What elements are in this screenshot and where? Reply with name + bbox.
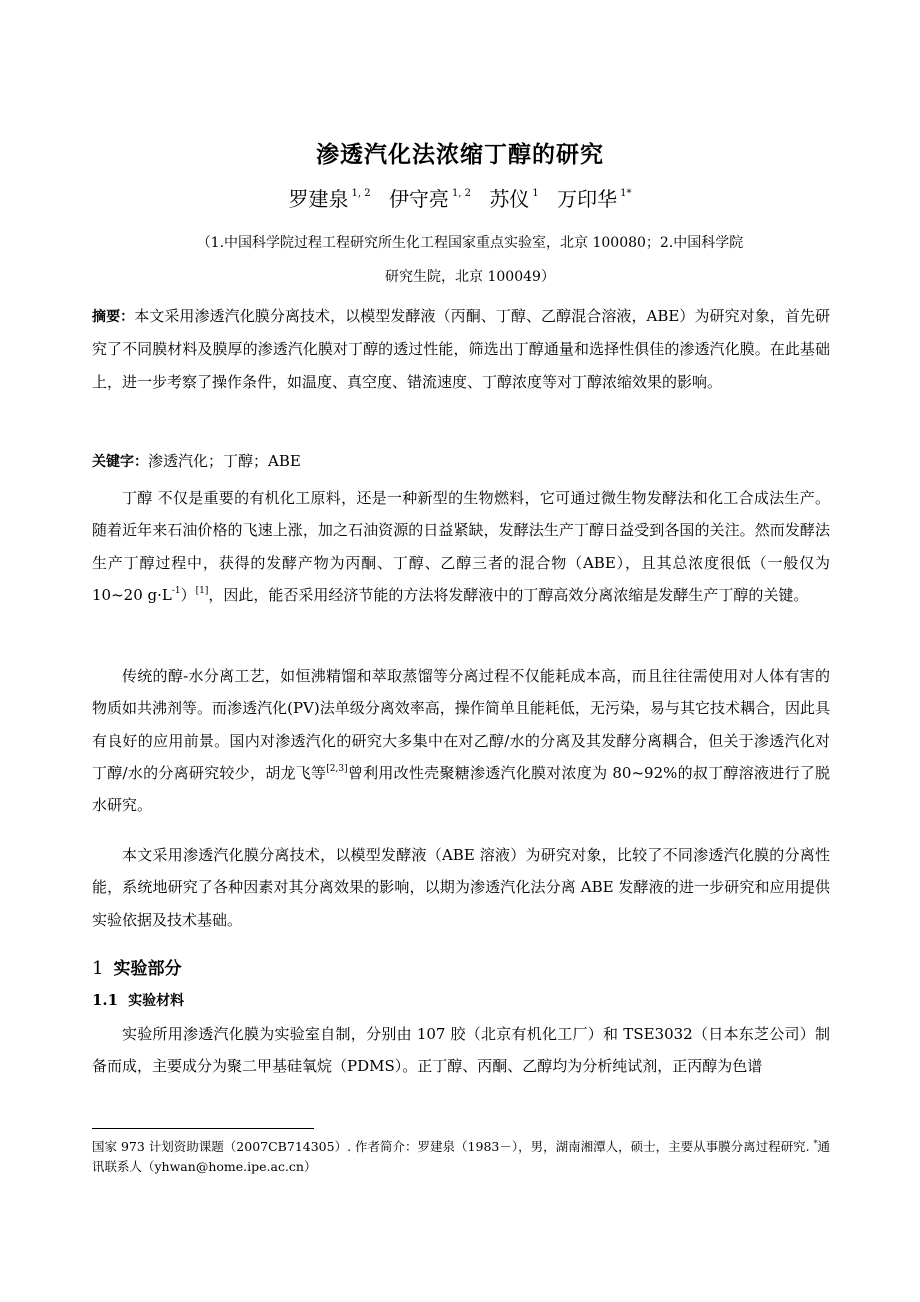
- citation-ref: [1]: [195, 585, 209, 596]
- author-list: [0, 183, 920, 212]
- body-paragraph-4: 实验所用渗透汽化膜为实验室自制，分别由 107 胶（北京有机化工厂）和 TSE3032（日本东芝公司）制备而成，主要成分为聚二甲基硅氧烷（PDMS）。正丁醇、丙酮、乙醇均为分析纯试剂，正丙醇为色谱: [92, 1025, 830, 1076]
- author: 苏仪 $^1$: [489, 187, 539, 211]
- body-paragraph-2: 传统的醇-水分离工艺，如恒沸精馏和萃取蒸馏等分离过程不仅能耗成本高，而且往往需使用对人体有害的物质如共沸剂等。而渗透汽化(PV)法单级分离效率高，操作简单且能耗低，无污染，易与其它技术耦合，因此具有良好的应用前景。国内对渗透汽化的研究大多集中在对乙醇/水的分离及其发酵分离耦合，但关于渗透汽化对丁醇/水的分离研究较少，胡龙飞等[2,3]曾利用改性壳聚糖渗透汽化膜对浓度为 80~92%的叔丁醇溶液进行了脱水研究。: [92, 667, 830, 815]
- abstract-text: 本文采用渗透汽化膜分离技术，以模型发酵液（丙酮、丁醇、乙醇混合溶液，ABE）为研究对象，首先研究了不同膜材料及膜厚的渗透汽化膜对丁醇的透过性能，筛选出丁醇通量和选择性俱佳的渗透汽化膜。在此基础上，进一步考察了操作条件，如温度、真空度、错流速度、丁醇浓度等对丁醇浓缩效果的影响。: [92, 307, 831, 391]
- body-paragraph-3: 本文采用渗透汽化膜分离技术，以模型发酵液（ABE 溶液）为研究对象，比较了不同渗透汽化膜的分离性能，系统地研究了各种因素对其分离效果的影响，以期为渗透汽化法分离 ABE 发酵液的进一步研究和应用提供实验依据及技术基础。: [92, 846, 830, 929]
- footnote-divider: [92, 1128, 314, 1129]
- abstract: [92, 300, 830, 398]
- abstract-label: 摘要：: [92, 309, 135, 325]
- body-paragraph-1: 丁醇 不仅是重要的有机化工原料，还是一种新型的生物燃料，它可通过微生物发酵法和化工合成法生产。随着近年来石油价格的飞速上涨，加之石油资源的日益紧缺，发酵法生产丁醇日益受到各国的关注。然而发酵法生产丁醇过程中，获得的发酵产物为丙酮、丁醇、乙醇三者的混合物（ABE），且其总浓度很低（一般仅为 10~20 $g\cdot L^{-1})[1]$，因此，能否采用经济节能的方法将发酵液中的丁醇高效分离浓缩是发酵生产丁醇的关键。: [92, 489, 830, 604]
- affiliation-line-1: （1.中国科学院过程工程研究所生化工程国家重点实验室，北京 100080；2.中国科学院: [196, 235, 744, 251]
- citation-ref: [2,3]: [326, 763, 348, 774]
- subsection-heading: 1.1 实验材料: [92, 991, 185, 1009]
- keywords-label: 关键字：: [92, 454, 148, 470]
- author: 万印华 $^{1*}$: [557, 187, 632, 211]
- section-heading: 1 实验部分: [92, 958, 182, 979]
- affiliation-line-2: 研究生院，北京 100049）: [385, 269, 555, 285]
- keywords: [92, 445, 830, 478]
- keywords-text: 渗透汽化；丁醇；ABE: [148, 452, 301, 470]
- author: 罗建泉 $^{1, 2}$: [288, 187, 371, 211]
- author: 伊守亮 $^{1, 2}$: [388, 187, 472, 211]
- footnote: 国家 973 计划资助课题（2007CB714305）. 作者简介：罗建泉（1983－），男，湖南湘潭人，硕士，主要从事膜分离过程研究. *通讯联系人（yhwan@home.ipe.ac.cn）: [92, 1139, 831, 1174]
- page-title: 渗透汽化法浓缩丁醇的研究: [316, 142, 604, 168]
